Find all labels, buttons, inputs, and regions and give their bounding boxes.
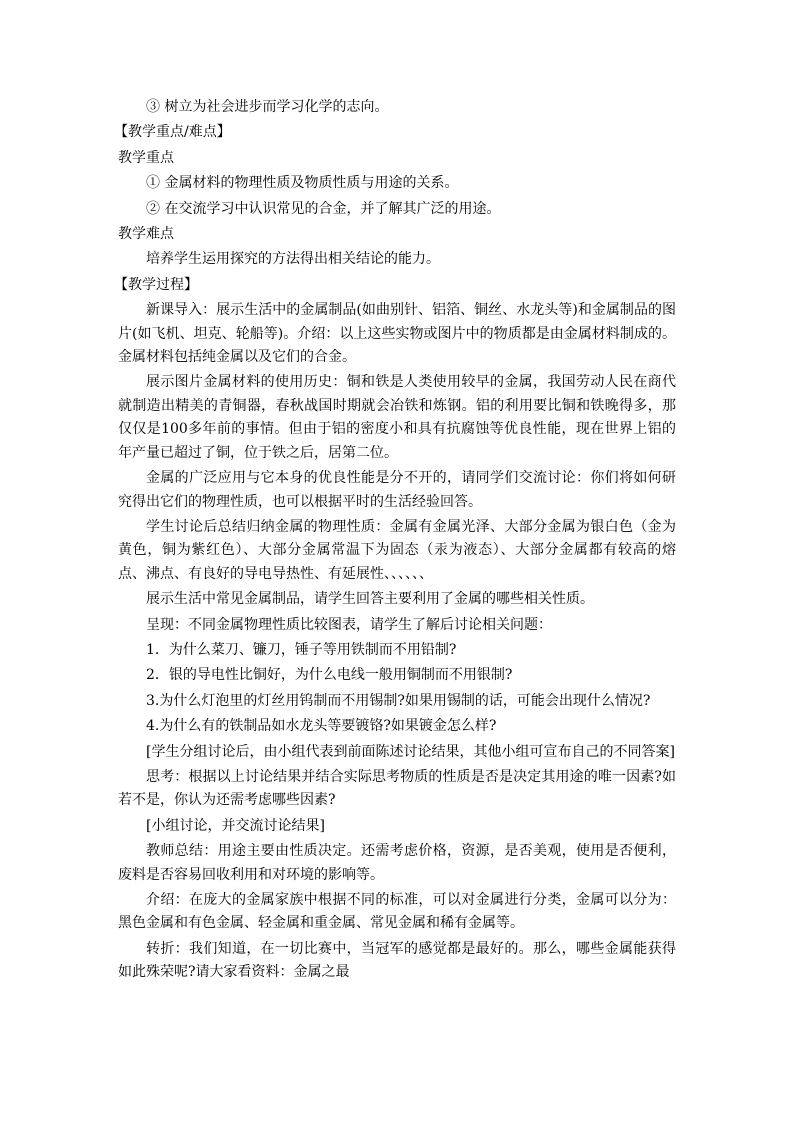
key-point-2: ② 在交流学习中认识常见的合金，并了解其广泛的用途。 (146, 200, 501, 217)
difficulty-item-1: 培养学生运用探究的方法得出相关结论的能力。 (146, 251, 440, 268)
paragraph-intro: 新课导入：展示生活中的金属制品(如曲别针、铝箔、铜丝、水龙头等)和金属制品的图片(如飞机、坦克、轮船等)。介绍：以上这些实物或图片中的物质都是由金属材料制成的。金属材料包括纯金属以及它们的合金。 (118, 302, 676, 366)
question-2: 2．银的导电性比铜好，为什么电线一般用铜制而不用银制? (146, 667, 513, 684)
question-4: 4.为什么有的铁制品如水龙头等要镀铬?如果镀金怎么样? (146, 718, 497, 735)
paragraph-transition: 转折：我们知道，在一切比赛中，当冠军的感觉都是最好的。那么，哪些金属能获得如此殊荣呢?请大家看资料：金属之最 (118, 940, 676, 981)
paragraph-show-products: 展示生活中常见金属制品，请学生回答主要利用了金属的哪些相关性质。 (146, 591, 594, 608)
difficulty-label: 教学难点 (118, 226, 174, 243)
objective-item-3: ③ 树立为社会进步而学习化学的志向。 (146, 99, 389, 115)
question-3: 3.为什么灯泡里的灯丝用钨制而不用锡制?如果用锡制的话，可能会出现什么情况? (146, 692, 651, 709)
section-heading-process: 【教学过程】 (114, 276, 198, 293)
paragraph-group-exchange: [小组讨论，并交流讨论结果] (146, 817, 325, 834)
paragraph-teacher-summary: 教师总结：用途主要由性质决定。还需考虑价格，资源，是否美观，使用是否便利，废料是否容易回收利用和对环境的影响等。 (118, 843, 676, 883)
paragraph-physical-properties: 学生讨论后总结归纳金属的物理性质：金属有金属光泽、大部分金属为银白色（金为黄色，铜为紫红色）、大部分金属常温下为固态（汞为液态）、大部分金属都有较高的熔点、沸点、有良好的导电导热性、有延展性、、、、、、 (118, 518, 676, 582)
document-body (114, 96, 676, 987)
paragraph-discussion-prompt: 金属的广泛应用与它本身的优良性能是分不开的，请同学们交流讨论：你们将如何研究得出它们的物理性质，也可以根据平时的生活经验回答。 (118, 470, 676, 510)
paragraph-present-chart: 呈现：不同金属物理性质比较图表，请学生了解后讨论相关问题： (146, 616, 552, 633)
key-points-label: 教学重点 (118, 149, 174, 166)
section-heading-key-points: 【教学重点/难点】 (114, 124, 231, 141)
paragraph-think: 思考：根据以上讨论结果并结合实际思考物质的性质是否是决定其用途的唯一因素?如若不是，你认为还需考虑哪些因素? (118, 768, 676, 809)
paragraph-group-discussion: [学生分组讨论后，由小组代表到前面陈述讨论结果，其他小组可宣布自己的不同答案] (146, 743, 675, 760)
paragraph-history: 展示图片金属材料的使用历史：铜和铁是人类使用较早的金属，我国劳动人民在商代就制造出精美的青铜器，春秋战国时期就会冶铁和炼钢。铝的利用要比铜和铁晚得多，那仅仅是100多年前的事情。但由于铝的密度小和具有抗腐蚀等优良性能，现在世界上铝的年产量已超过了铜，位于铁之后，居第二位。 (118, 374, 676, 461)
paragraph-classification: 介绍：在庞大的金属家族中根据不同的标准，可以对金属进行分类，金属可以分为：黑色金属和有色金属、轻金属和重金属、常见金属和稀有金属等。 (118, 892, 676, 932)
question-1: 1．为什么菜刀、镰刀，锤子等用铁制而不用铅制? (146, 641, 457, 658)
key-point-1: ① 金属材料的物理性质及物质性质与用途的关系。 (146, 175, 459, 192)
